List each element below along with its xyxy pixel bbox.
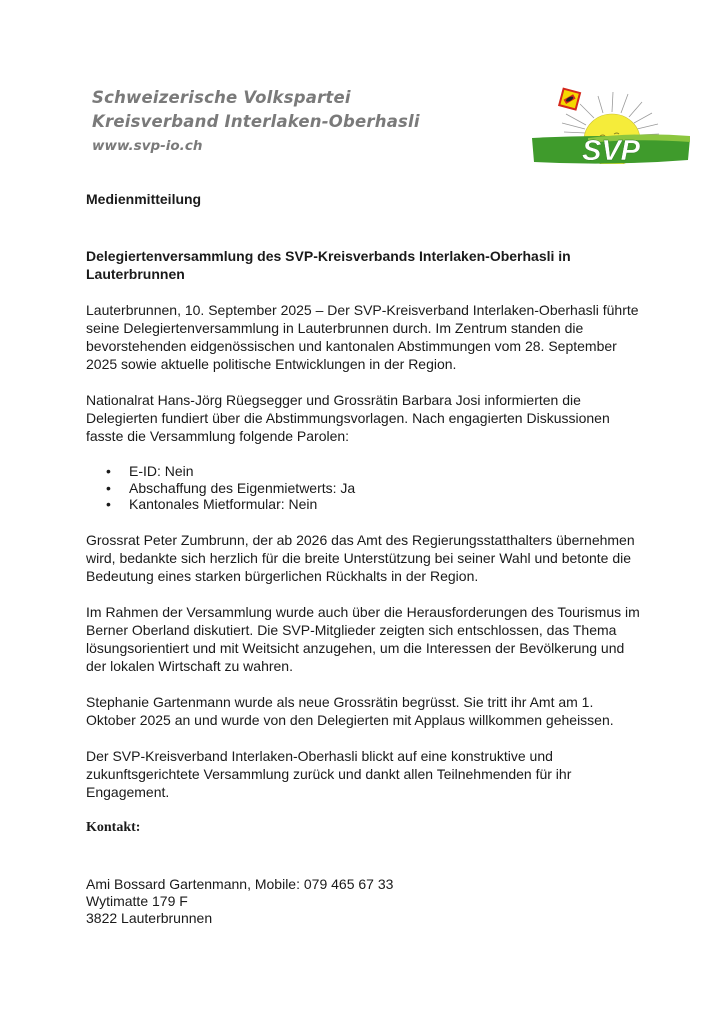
document-type: Medienmitteilung bbox=[86, 191, 202, 207]
headline: Delegiertenversammlung des SVP-Kreisverbands Interlaken-Oberhasli in Lauterbrunnen bbox=[86, 248, 571, 282]
bern-flag-icon bbox=[553, 83, 586, 116]
paragraph-delegates: Nationalrat Hans-Jörg Rüegsegger und Grossrätin Barbara Josi informierten die Delegierten fundiert über die Abstimmungsvorlagen. Nach engagierten Diskussionen fasste die Versammlung folgende Parolen: bbox=[86, 392, 610, 444]
parole-text: Kantonales Mietformular: Nein bbox=[129, 496, 318, 512]
contact-label: Kontakt: bbox=[86, 819, 141, 835]
paragraph-gartenmann: Stephanie Gartenmann wurde als neue Grossrätin begrüsst. Sie tritt ihr Amt am 1. Oktober 2025 an und wurde von den Delegierten mit Applaus willkommen geheissen. bbox=[86, 693, 614, 728]
paragraph-zumbrunn: Grossrat Peter Zumbrunn, der ab 2026 das Amt des Regierungsstatthalters übernehmen wird, bedankte sich herzlich für die breite Unterstützung bei seiner Wahl und betonte die Bedeutung eines starken bürgerlichen Rückhalts in der Region. bbox=[86, 531, 635, 584]
party-name: Schweizerische Volkspartei bbox=[92, 88, 351, 107]
district-name: Kreisverband Interlaken-Oberhasli bbox=[92, 112, 420, 131]
contact-city: 3822 Lauterbrunnen bbox=[86, 909, 213, 926]
parole-text: E-ID: Nein bbox=[129, 463, 194, 479]
website: www.svp-io.ch bbox=[92, 138, 203, 154]
logo-text: SVP bbox=[581, 135, 641, 164]
list-item bbox=[86, 496, 646, 513]
contact-name-phone: Ami Bossard Gartenmann, Mobile: 079 465 67 33 bbox=[86, 875, 394, 892]
parole-text: Abschaffung des Eigenmietwerts: Ja bbox=[129, 479, 356, 496]
contact-block bbox=[86, 876, 646, 927]
bullet-icon: • bbox=[106, 496, 111, 512]
list-item bbox=[86, 480, 646, 497]
paragraph-tourism: Im Rahmen der Versammlung wurde auch über die Herausforderungen des Tourismus im Berner Oberland diskutiert. Die SVP-Mitglieder zeigten sich entschlossen, das Thema lösungsorientiert und mit Weitsicht anzugehen, um die Interessen der Bevölkerung und der lokalen Wirtschaft zu wahren. bbox=[86, 603, 640, 674]
contact-street: Wytimatte 179 F bbox=[86, 892, 188, 909]
list-item bbox=[86, 463, 646, 480]
press-release bbox=[86, 190, 646, 927]
bullet-icon: • bbox=[106, 479, 111, 496]
paragraph-intro: Lauterbrunnen, 10. September 2025 – Der SVP-Kreisverband Interlaken-Oberhasli führte seine Delegiertenversammlung in Lauterbrunnen durch. Im Zentrum standen die bevorstehenden eidgenössischen und kantonalen Abstimmungen vom 28. September 2025 sowie aktuelle politische Entwicklungen in der Region. bbox=[86, 302, 639, 372]
letterhead bbox=[92, 86, 420, 157]
paragraph-closing: Der SVP-Kreisverband Interlaken-Oberhasli blickt auf eine konstruktive und zukunftsgerichtete Versammlung zurück und dankt allen Teilnehmenden für ihr Engagement. bbox=[86, 747, 572, 800]
parolen-list bbox=[86, 463, 646, 513]
bullet-icon: • bbox=[106, 463, 111, 479]
svp-logo bbox=[528, 80, 693, 164]
